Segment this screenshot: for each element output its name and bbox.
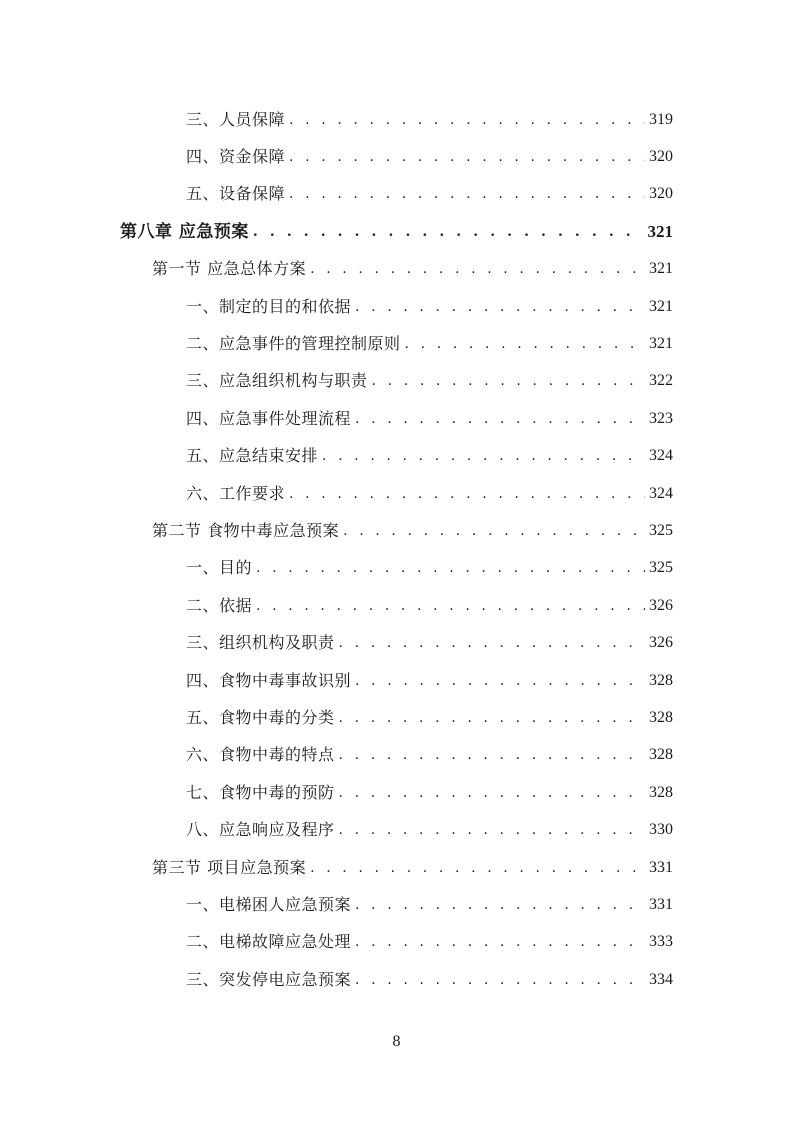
toc-entry-title: 二、电梯故障应急处理: [186, 932, 352, 952]
toc-entry-page: 323: [649, 409, 673, 427]
toc-entry-page: 325: [649, 521, 673, 539]
dot-leader: [289, 184, 645, 204]
toc-entry[interactable]: [0, 774, 793, 811]
dot-leader: [339, 633, 645, 653]
toc-entry-page: 331: [649, 858, 673, 876]
toc-entry[interactable]: [0, 849, 793, 886]
toc-entry[interactable]: [0, 811, 793, 848]
toc-entry-title: 二、应急事件的管理控制原则: [186, 334, 401, 354]
toc-entry-page: 328: [649, 671, 673, 689]
toc-entry-title: 三、应急组织机构与职责: [186, 371, 368, 391]
toc-entry[interactable]: [0, 587, 793, 624]
toc-entry[interactable]: [0, 512, 793, 549]
dot-leader: [339, 820, 645, 840]
dot-leader: [355, 932, 645, 952]
page-number: 8: [392, 1033, 401, 1050]
toc-entry[interactable]: [0, 961, 793, 998]
toc-entry[interactable]: [0, 475, 793, 512]
toc-entry-title: 六、工作要求: [186, 483, 286, 503]
dot-leader: [253, 222, 644, 242]
toc-entry-page: 322: [649, 372, 673, 390]
toc-entry-page: 334: [649, 970, 673, 988]
dot-leader: [355, 895, 645, 915]
dot-leader: [322, 446, 645, 466]
toc-entry-page: 331: [649, 895, 673, 913]
dot-leader: [310, 259, 645, 279]
dot-leader: [355, 409, 645, 429]
toc-entry[interactable]: [0, 213, 793, 250]
toc-entry[interactable]: [0, 251, 793, 288]
toc-entry-title: 第三节 项目应急预案: [152, 857, 307, 877]
dot-leader: [405, 334, 645, 354]
toc-entry-title: 八、应急响应及程序: [186, 820, 335, 840]
toc-entry-page: 321: [647, 221, 673, 241]
dot-leader: [355, 671, 645, 691]
toc-entry-title: 三、组织机构及职责: [186, 633, 335, 653]
toc-entry-title: 第二节 食物中毒应急预案: [152, 520, 340, 540]
dot-leader: [355, 970, 645, 990]
toc-entry-title: 四、食物中毒事故识别: [186, 670, 352, 690]
dot-leader: [339, 783, 645, 803]
toc-entry-page: 328: [649, 708, 673, 726]
toc-entry-title: 五、设备保障: [186, 184, 286, 204]
toc-entry[interactable]: [0, 176, 793, 213]
toc-entry-title: 第一节 应急总体方案: [152, 259, 307, 279]
toc-entry[interactable]: [0, 400, 793, 437]
toc-entry-page: 321: [649, 335, 673, 353]
toc-entry-title: 四、资金保障: [186, 147, 286, 167]
toc-entry[interactable]: [0, 101, 793, 138]
dot-leader: [343, 521, 645, 541]
toc-entry[interactable]: [0, 550, 793, 587]
toc-entry[interactable]: [0, 138, 793, 175]
toc-entry[interactable]: [0, 325, 793, 362]
toc-entry-title: 二、依据: [186, 595, 253, 615]
toc-entry-title: 四、应急事件处理流程: [186, 408, 352, 428]
toc-entry-page: 328: [649, 783, 673, 801]
toc-entry[interactable]: [0, 886, 793, 923]
toc-entry-title: 七、食物中毒的预防: [186, 782, 335, 802]
dot-leader: [289, 110, 645, 130]
dot-leader: [339, 745, 645, 765]
toc-entry-page: 326: [649, 596, 673, 614]
toc-entry-page: 319: [649, 110, 673, 128]
toc-entry-title: 一、电梯困人应急预案: [186, 894, 352, 914]
dot-leader: [372, 371, 645, 391]
toc-entry-page: 330: [649, 821, 673, 839]
toc-entry-page: 321: [649, 260, 673, 278]
toc-entry-page: 325: [649, 559, 673, 577]
toc-entry-title: 五、食物中毒的分类: [186, 707, 335, 727]
toc-entry-page: 333: [649, 933, 673, 951]
toc-entry[interactable]: [0, 363, 793, 400]
toc-entry[interactable]: [0, 699, 793, 736]
toc-entry-page: 320: [649, 185, 673, 203]
toc-entry[interactable]: [0, 624, 793, 661]
toc-entry-page: 324: [649, 484, 673, 502]
toc-entry-page: 320: [649, 148, 673, 166]
dot-leader: [310, 858, 645, 878]
toc-entry[interactable]: [0, 438, 793, 475]
toc-entry-page: 326: [649, 634, 673, 652]
table-of-contents: [0, 101, 793, 998]
dot-leader: [289, 147, 645, 167]
toc-entry[interactable]: [0, 662, 793, 699]
toc-entry[interactable]: [0, 288, 793, 325]
toc-entry[interactable]: [0, 737, 793, 774]
toc-entry-title: 一、制定的目的和依据: [186, 296, 352, 316]
toc-entry-title: 六、食物中毒的特点: [186, 745, 335, 765]
dot-leader: [355, 297, 645, 317]
toc-entry-title: 三、突发停电应急预案: [186, 969, 352, 989]
toc-entry-page: 324: [649, 447, 673, 465]
toc-entry-title: 五、应急结束安排: [186, 446, 319, 466]
toc-entry-page: 321: [649, 297, 673, 315]
dot-leader: [339, 708, 645, 728]
toc-entry-title: 三、人员保障: [186, 109, 286, 129]
toc-entry-title: 一、目的: [186, 558, 253, 578]
dot-leader: [256, 596, 645, 616]
toc-entry[interactable]: [0, 924, 793, 961]
toc-entry-title: 第八章 应急预案: [120, 221, 249, 242]
toc-entry-page: 328: [649, 746, 673, 764]
dot-leader: [256, 558, 645, 578]
dot-leader: [289, 484, 645, 504]
